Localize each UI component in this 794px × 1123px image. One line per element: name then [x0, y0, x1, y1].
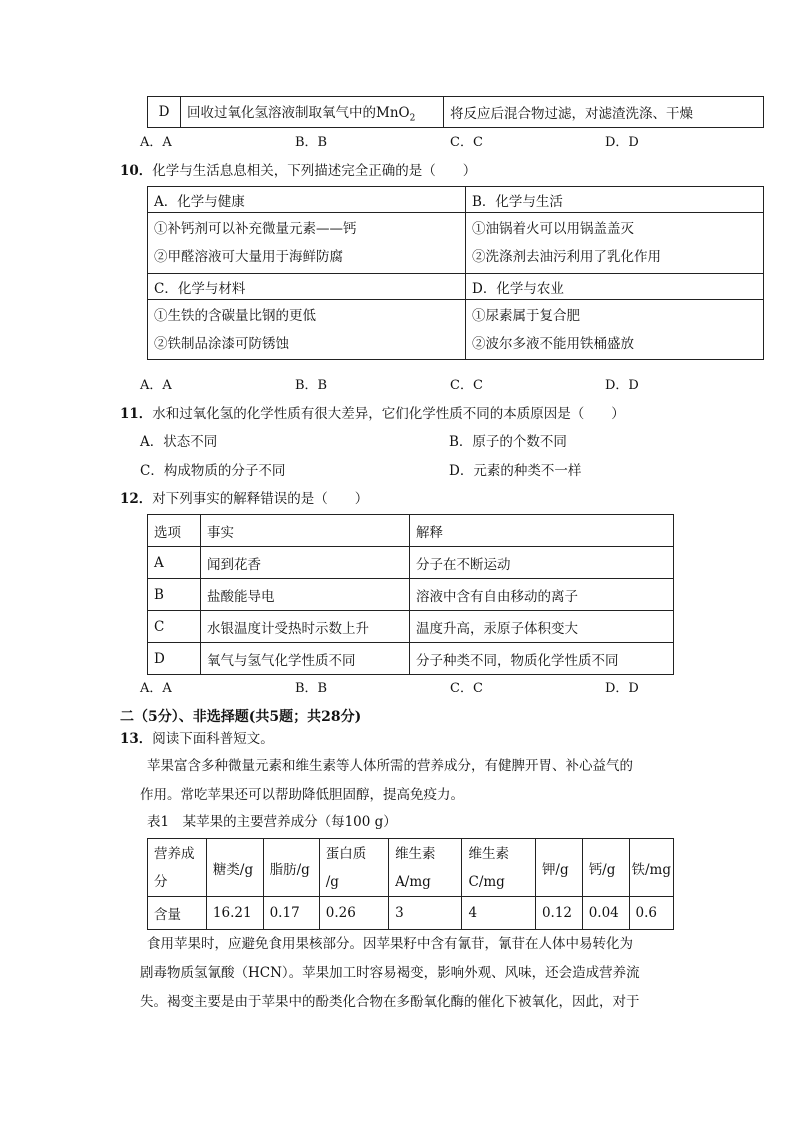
q12-stem: 12．对下列事实的解释错误的是（ ） — [120, 491, 369, 507]
q11-option-c[interactable]: C．构成物质的分子不同 — [140, 463, 286, 479]
q10-b-items: ①油锅着火可以用锅盖盖灭 ②洗涤剂去油污利用了乳化作用 — [466, 213, 764, 274]
table-row: A 闻到花香 分子在不断运动 — [148, 547, 674, 579]
q10-c-head: C．化学与材料 — [148, 274, 466, 300]
q11-stem: 11．水和过氧化氢的化学性质有很大差异，它们化学性质不同的本质原因是（ ） — [120, 406, 625, 422]
q9-row-method: 将反应后混合物过滤，对滤渣洗涤、干燥 — [444, 97, 764, 128]
q9-option-d[interactable]: D．D — [605, 135, 639, 150]
q10-option-b[interactable]: B．B — [295, 378, 328, 393]
q12-option-b[interactable]: B．B — [295, 681, 328, 696]
q12-option-c[interactable]: C．C — [450, 681, 483, 696]
table-row: 含量 16.21 0.17 0.26 3 4 0.12 0.04 0.6 — [148, 897, 674, 930]
q10-option-d[interactable]: D．D — [605, 378, 639, 393]
q10-b-head: B．化学与生活 — [466, 187, 764, 213]
q12-header-explain: 解释 — [410, 515, 674, 547]
q9-row-task: 回收过氧化氢溶液制取氧气中的MnO$_2$ — [181, 97, 444, 128]
table-row: B 盐酸能导电 溶液中含有自由移动的离子 — [148, 579, 674, 611]
q12-table — [147, 514, 674, 675]
q12-header-fact: 事实 — [201, 515, 410, 547]
table-row: D 氧气与氢气化学性质不同 分子种类不同，物质化学性质不同 — [148, 643, 674, 675]
q10-d-items: ①尿素属于复合肥 ②波尔多液不能用铁桶盛放 — [466, 300, 764, 360]
q12-option-a[interactable]: A．A — [140, 681, 172, 696]
q12-options — [140, 677, 639, 696]
q11-option-b[interactable]: B．原子的个数不同 — [449, 434, 567, 450]
q11-option-d[interactable]: D．元素的种类不一样 — [449, 463, 582, 479]
section-title: 二（5分）、非选择题(共5题；共28分) — [120, 709, 362, 725]
q13-stem: 13．阅读下面科普短文。 — [120, 731, 274, 747]
q12-header-option: 选项 — [148, 515, 201, 547]
q10-options — [140, 374, 639, 393]
q9-option-a[interactable]: A．A — [140, 135, 172, 150]
q10-a-head: A．化学与健康 — [148, 187, 466, 213]
q10-table — [147, 186, 764, 360]
q13-para2: 食用苹果时，应避免食用果核部分。因苹果籽中含有氰苷，氰苷在人体中易转化为 剧毒物质氢氰酸（HCN）。苹果加工时容易褐变，影响外观、风味，还会造成营养流 失。褐变主要是由于苹果中的酚类化合物在多酚氧化酶的催化下被氧化，因此，对于 — [140, 936, 640, 1010]
q10-option-c[interactable]: C．C — [450, 378, 483, 393]
q11-option-a[interactable]: A．状态不同 — [140, 434, 218, 450]
q9-row-label: D — [148, 97, 181, 128]
q10-d-head: D．化学与农业 — [466, 274, 764, 300]
q9-option-c[interactable]: C．C — [450, 135, 483, 150]
q9-table — [147, 96, 764, 128]
q10-option-a[interactable]: A．A — [140, 378, 172, 393]
q10-stem: 10．化学与生活息息相关，下列描述完全正确的是（ ） — [120, 163, 477, 179]
q9-options — [140, 131, 639, 150]
q9-option-b[interactable]: B．B — [295, 135, 328, 150]
q12-option-d[interactable]: D．D — [605, 681, 639, 696]
q13-table-caption: 表1 某苹果的主要营养成分（每100 g） — [147, 814, 397, 830]
q10-a-items: ①补钙剂可以补充微量元素——钙 ②甲醛溶液可大量用于海鲜防腐 — [148, 213, 466, 274]
table-row: C 水银温度计受热时示数上升 温度升高，汞原子体积变大 — [148, 611, 674, 643]
q10-c-items: ①生铁的含碳量比钢的更低 ②铁制品涂漆可防锈蚀 — [148, 300, 466, 360]
q13-nutrition-table: 营养成 分 糖类/g 脂肪/g 蛋白质 /g 维生素 A/mg 维生素 C/mg 钾/g 钙/g 铁/mg 含量 16.21 0.17 0.26 3 4 0.12 0.04 0.6 — [147, 838, 674, 930]
q13-para1: 苹果富含多种微量元素和维生素等人体所需的营养成分，有健脾开胃、补心益气的 作用。常吃苹果还可以帮助降低胆固醇，提高免疫力。 — [140, 758, 633, 803]
